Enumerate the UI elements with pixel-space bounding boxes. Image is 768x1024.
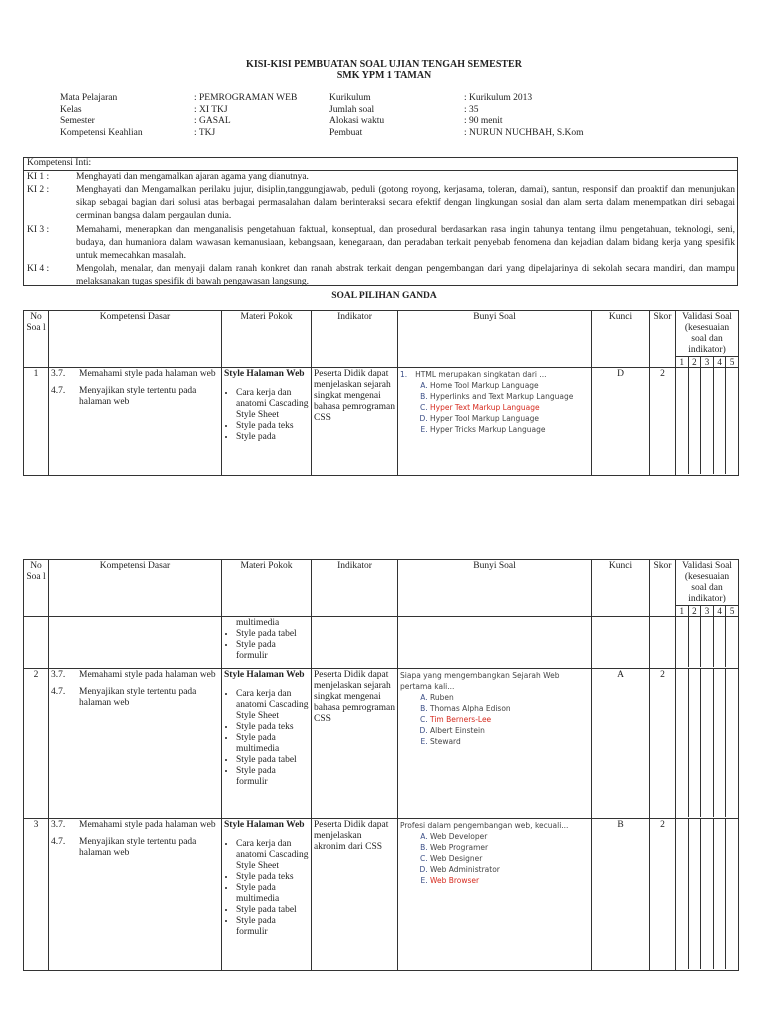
kd-number: 4.7. (51, 837, 66, 847)
kompetensi-dasar-cell (49, 368, 222, 476)
validasi-scale (676, 356, 738, 367)
ki-code: KI 4 : (27, 264, 50, 274)
materi-cell (222, 669, 312, 819)
skor-cell: 2 (650, 819, 676, 971)
meta-right (329, 93, 384, 139)
materi-item: • Style pada teks (236, 421, 309, 432)
question-table-page-2 (23, 559, 739, 971)
option: Thomas Alpha Edison (430, 704, 511, 713)
school-name: SMK YPM 1 TAMAN (336, 70, 432, 81)
kd-number: 4.7. (51, 687, 66, 697)
kompetensi-inti-box (23, 157, 738, 286)
document-title: KISI-KISI PEMBUATAN SOAL UJIAN TENGAH SEMESTER (246, 59, 522, 70)
meta-label: Kompetensi Keahlian (60, 127, 143, 138)
bunyi-soal-cell (398, 669, 592, 819)
col-materi-pokok: Materi Pokok (222, 560, 312, 617)
section-title: SOAL PILIHAN GANDA (331, 291, 437, 301)
meta-value: : XI TKJ (194, 104, 228, 115)
meta-left-values (194, 93, 297, 139)
scale-label: 5 (725, 357, 738, 367)
col-indikator: Indikator (312, 311, 398, 368)
scale-label: 3 (700, 357, 713, 367)
option: Steward (430, 737, 461, 746)
materi-item: • Style pada tabel (236, 905, 309, 916)
meta-value: : PEMROGRAMAN WEB (194, 93, 298, 103)
materi-item: • Style pada tabel (236, 755, 309, 766)
materi-item: • Style pada teks (236, 872, 309, 883)
question-number: 1 (24, 368, 49, 476)
materi-item: • Style pada (236, 432, 309, 443)
table-row (24, 368, 739, 476)
option: Web Developer (430, 832, 488, 841)
bunyi-soal-cell (398, 819, 592, 971)
col-bunyi-soal: Bunyi Soal (398, 311, 592, 368)
col-indikator: Indikator (312, 560, 398, 617)
materi-item: • Style pada teks (236, 722, 309, 733)
scale-label: 1 (679, 357, 685, 367)
materi-title: Style Halaman Web (224, 369, 305, 379)
indikator-cell: Peserta Didik dapat menjelaskan sejarah singkat mengenai bahasa pemrograman CSS (312, 669, 398, 819)
question-stem: Profesi dalam pengembangan web, kecuali... (400, 821, 569, 830)
indikator-cell: Peserta Didik dapat menjelaskan sejarah singkat mengenai bahasa pemrograman CSS (312, 368, 398, 476)
meta-value: : TKJ (194, 127, 216, 138)
col-bunyi-soal: Bunyi Soal (398, 560, 592, 617)
option-highlighted: Tim Berners-Lee (430, 715, 492, 724)
question-table-page-1 (23, 310, 739, 476)
kd-number: 3.7. (51, 369, 66, 379)
col-kompetensi-dasar: Kompetensi Dasar (49, 311, 222, 368)
question-label: 1. (400, 370, 408, 379)
meta-value: : GASAL (194, 116, 231, 126)
col-validasi (676, 560, 739, 617)
skor-cell: 2 (650, 368, 676, 476)
option: Hyperlinks and Text Markup Language (430, 392, 574, 401)
question-number: 3 (24, 819, 49, 971)
scale-label: 2 (688, 357, 701, 367)
kd-text: Menyajikan style tertentu pada halaman web (79, 386, 197, 407)
kompetensi-dasar-cell (49, 669, 222, 819)
meta-label: Mata Pelajaran (60, 93, 118, 103)
meta-value: : Kurikulum 2013 (464, 93, 533, 103)
option-highlighted: Hyper Text Markup Language (430, 403, 540, 412)
materi-item: • Cara kerja dan anatomi Cascading Style Sheet (236, 388, 309, 421)
meta-value: : 35 (464, 104, 479, 115)
ki-text: Memahami, menerapkan dan menganalisis pengetahuan faktual, konseptual, dan prosedural berdasarkan rasa ingin tahunya tentang ilmu pengetahuan, teknologi, seni, budaya, dan humaniora dalam wawasan kemanusiaan, kebangsaan, kenegaraan, dan peradaban terkait penyebab fenomena dan kejadian dalam bidang kerja yang spesifik untuk memecahkan masalah. (76, 225, 735, 261)
meta-value: : 90 menit (464, 116, 503, 126)
scale-label: 2 (688, 606, 701, 616)
option: Ruben (430, 693, 454, 702)
option-highlighted: Web Browser (430, 876, 480, 885)
option: Albert Einstein (430, 726, 485, 735)
scale-label: 4 (713, 606, 726, 616)
kunci-cell: B (592, 819, 650, 971)
question-stem: Siapa yang mengembangkan Sejarah Web pertama kali... (400, 671, 560, 691)
option: Home Tool Markup Language (430, 381, 539, 390)
validasi-scale (676, 605, 738, 616)
col-kompetensi-dasar: Kompetensi Dasar (49, 560, 222, 617)
kd-text: Memahami style pada halaman web (79, 670, 216, 680)
option: Web Designer (430, 854, 483, 863)
kd-text: Menyajikan style tertentu pada halaman web (79, 837, 197, 858)
col-no: No Soa l (24, 311, 49, 368)
materi-item: • Cara kerja dan anatomi Cascading Style Sheet (236, 839, 309, 872)
option: Hyper Tricks Markup Language (430, 425, 546, 434)
validasi-title: Validasi Soal (kesesuaian soal dan indikator) (682, 561, 732, 604)
meta-value: : NURUN NUCHBAH, S.Kom (464, 127, 584, 138)
table-header-row (24, 311, 739, 368)
meta-right-values (464, 93, 584, 139)
materi-title: Style Halaman Web (224, 820, 305, 830)
col-no: No Soa l (24, 560, 49, 617)
ki-code: KI 3 : (27, 225, 50, 235)
meta-label: Pembuat (329, 127, 363, 138)
bunyi-soal-cell (398, 368, 592, 476)
ki-text: Mengolah, menalar, dan menyaji dalam ranah konkret dan ranah abstrak terkait dengan pengembangan dari yang dipelajarinya di sekolah secara mandiri, dan mampu melaksanakan tugas spesifik di bawah pengawasan langsung. (76, 264, 735, 287)
materi-title: Style Halaman Web (224, 670, 305, 680)
col-materi-pokok: Materi Pokok (222, 311, 312, 368)
option: Hyper Tool Markup Language (430, 414, 540, 423)
materi-cell (222, 617, 312, 669)
ki-heading: Kompetensi Inti: (27, 158, 92, 168)
col-validasi (676, 311, 739, 368)
kompetensi-dasar-cell (49, 819, 222, 971)
meta-label: Jumlah soal (329, 104, 375, 115)
question-stem: HTML merupakan singkatan dari ... (415, 370, 547, 379)
skor-cell: 2 (650, 669, 676, 819)
meta-label: Kelas (60, 104, 82, 115)
meta-label: Alokasi waktu (329, 116, 385, 126)
kd-number: 3.7. (51, 820, 66, 830)
ki-code: KI 2 : (27, 185, 50, 195)
kunci-cell: D (592, 368, 650, 476)
col-kunci: Kunci (592, 311, 650, 368)
kd-number: 4.7. (51, 386, 66, 396)
kd-text: Menyajikan style tertentu pada halaman web (79, 687, 197, 708)
meta-label: Semester (60, 116, 95, 126)
scale-label: 3 (700, 606, 713, 616)
materi-cell (222, 819, 312, 971)
option: Web Programer (430, 843, 489, 852)
validasi-cell (676, 368, 739, 476)
col-kunci: Kunci (592, 560, 650, 617)
meta-label: Kurikulum (329, 93, 371, 103)
kd-text: Memahami style pada halaman web (79, 369, 216, 379)
kd-text: Memahami style pada halaman web (79, 820, 216, 830)
meta-left (60, 93, 143, 139)
indikator-cell: Peserta Didik dapat menjelaskan akronim dari CSS (312, 819, 398, 971)
ki-text: Menghayati dan mengamalkan ajaran agama yang dianutnya. (76, 172, 309, 182)
validasi-title: Validasi Soal (kesesuaian soal dan indikator) (682, 312, 732, 355)
ki-code: KI 1 : (27, 172, 50, 182)
col-skor: Skor (650, 311, 676, 368)
materi-item: • Style pada formulir (236, 916, 309, 938)
ki-text: Menghayati dan Mengamalkan perilaku jujur, disiplin,tanggungjawab, peduli (gotong royong, kerjasama, toleran, damai), santun, responsif dan proaktif dan menunjukan sikap sebagai bagian dari solusi atas berbagai permasalahan dalam berinteraksi secara efektif dengan lingkungan sosial dan alam serta dalam menempatkan diri sebagai cerminan bangsa dalam pergaulan dunia. (76, 185, 735, 221)
materi-continued: multimedia (236, 618, 280, 628)
materi-item: • Style pada multimedia (236, 883, 309, 905)
materi-cell (222, 368, 312, 476)
option: Web Administrator (430, 865, 500, 874)
scale-label: 1 (679, 606, 685, 616)
materi-item: • Cara kerja dan anatomi Cascading Style Sheet (236, 689, 309, 722)
table-row (24, 669, 739, 819)
scale-label: 4 (713, 357, 726, 367)
col-skor: Skor (650, 560, 676, 617)
question-number: 2 (24, 669, 49, 819)
kunci-cell: A (592, 669, 650, 819)
kd-number: 3.7. (51, 670, 66, 680)
scale-label: 5 (725, 606, 738, 616)
table-row-continuation (24, 617, 739, 669)
table-header-row (24, 560, 739, 617)
table-row (24, 819, 739, 971)
materi-item: • Style pada tabel (236, 629, 309, 640)
materi-item: • Style pada multimedia (236, 733, 309, 755)
materi-item: • Style pada formulir (236, 766, 309, 788)
materi-item: • Style pada formulir (236, 640, 309, 662)
